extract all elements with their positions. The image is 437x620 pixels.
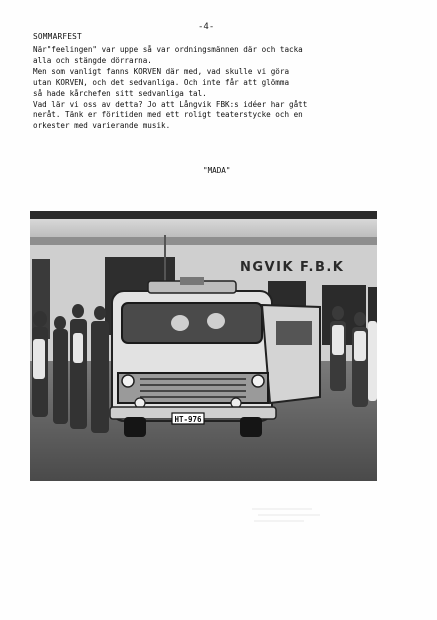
paragraph-line: När"feelingen" var uppe så var ordningsmännen där och tacka [33, 45, 303, 54]
paragraph-line: orkester med varierande musik. [33, 121, 171, 131]
page-number: -4- [198, 22, 215, 32]
paragraph-line: Vad lär vi oss av detta? Jo att Långvik FBK:s idéer har gått [33, 99, 308, 109]
paragraph-line: så hade kårchefen sitt sedvanliga tal. [33, 88, 207, 98]
photo-illustration [30, 211, 377, 481]
bleed-through-marks [252, 505, 322, 525]
paragraph-line: utan KORVEN, och det sedvanliga. Och inte får att glömma [33, 77, 290, 87]
section-heading: SOMMARFEST [33, 32, 82, 41]
paragraph-line: Men som vanligt fanns KORVEN där med, vad skulle vi göra [33, 66, 290, 76]
author-signature: "MADA" [203, 166, 231, 175]
article-body [33, 45, 413, 132]
paragraph-line: alla och stängde dörrarna. [33, 55, 152, 65]
paragraph-line: neråt. Tänk er föritiden med ett roligt teaterstycke och en [33, 110, 303, 120]
license-plate: HT-976 [174, 415, 202, 424]
building-sign: NGVIK F.B.K [240, 260, 345, 275]
fire-truck-photo [30, 211, 377, 481]
